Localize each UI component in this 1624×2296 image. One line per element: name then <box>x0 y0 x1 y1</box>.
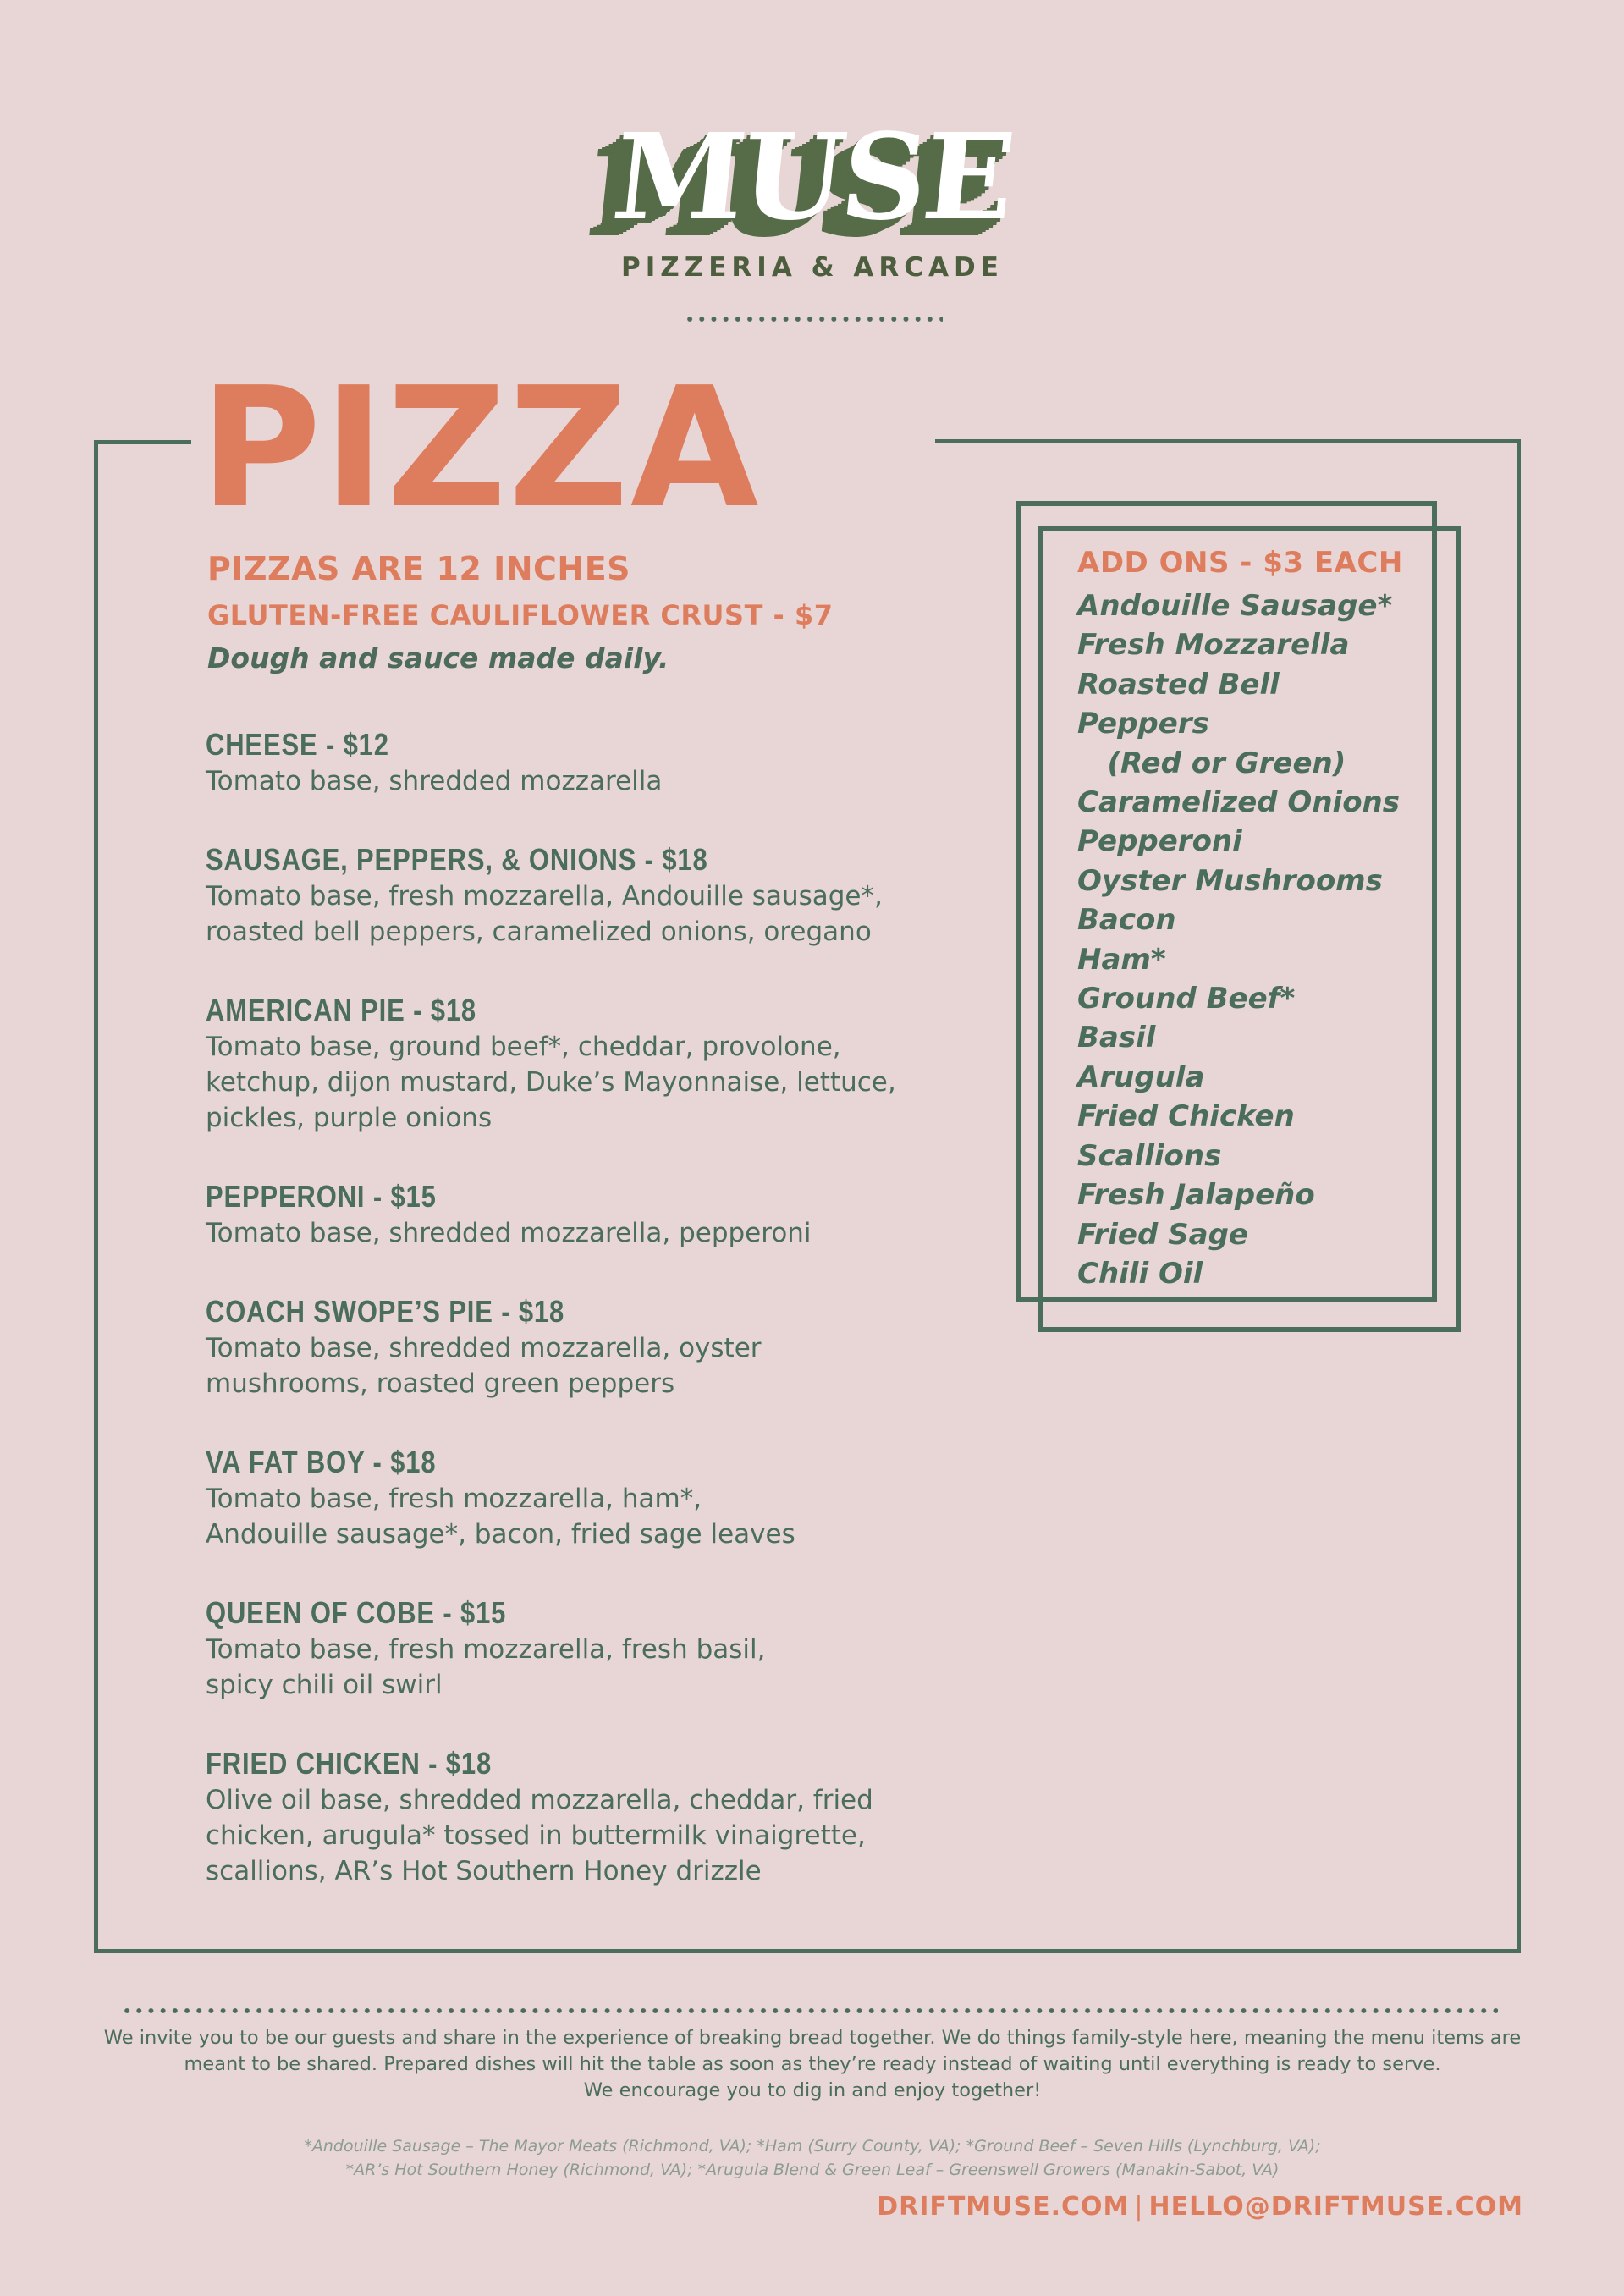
logo <box>592 102 1032 254</box>
footer-invitation-line: We encourage you to dig in and enjoy together! <box>583 2079 1042 2101</box>
frame-border-top-left <box>94 440 191 444</box>
addons-list <box>1077 586 1450 1293</box>
addon-item: Roasted Bell <box>1077 667 1280 702</box>
logo-subtitle: PIZZERIA & ARCADE <box>621 252 1004 283</box>
addon-item: Bacon <box>1077 903 1176 938</box>
menu-item-description-line: Tomato base, shredded mozzarella, oyster <box>206 1333 762 1363</box>
contact-separator: | <box>1134 2192 1144 2222</box>
addon-item: Andouille Sausage* <box>1077 589 1393 623</box>
menu-item-name: SAUSAGE, PEPPERS, & ONIONS - $18 <box>206 842 708 877</box>
menu-item-description-line: Olive oil base, shredded mozzarella, cheddar, fried <box>206 1785 873 1815</box>
contact-info <box>846 2192 1523 2222</box>
menu-item <box>206 1293 950 1401</box>
menu-item-description-line: Andouille sausage*, bacon, fried sage leaves <box>206 1519 795 1550</box>
menu-item <box>206 1178 950 1251</box>
email-link[interactable]: HELLO@DRIFTMUSE.COM <box>1148 2192 1523 2222</box>
addon-item: Fresh Mozzarella <box>1077 628 1350 663</box>
menu-item-description <box>206 1782 950 1889</box>
addon-item: Caramelized Onions <box>1077 785 1400 820</box>
menu-item-description <box>206 763 950 799</box>
addon-item: Pepperoni <box>1077 824 1242 859</box>
addon-item: Scallions <box>1077 1138 1222 1173</box>
menu-item <box>206 1745 950 1889</box>
menu-item-description-line: Tomato base, shredded mozzarella, pepperoni <box>206 1218 812 1248</box>
menu-item <box>206 1444 950 1552</box>
menu-item-description <box>206 1632 950 1703</box>
footer-invitation-line: We invite you to be our guests and share in the experience of breaking bread together. We do things family-style here, meaning the menu items are <box>103 2027 1522 2049</box>
addon-item: Fried Sage <box>1077 1217 1248 1252</box>
footer-invitation <box>85 2025 1540 2104</box>
menu-item-description <box>206 1215 950 1251</box>
ingredient-sources-line: *Andouille Sausage – The Mayor Meats (Richmond, VA); *Ham (Surry County, VA); *Ground Beef – Seven Hills (Lynchburg, VA); <box>304 2137 1321 2156</box>
addon-item: Fresh Jalapeño <box>1077 1178 1315 1213</box>
menu-item-name: FRIED CHICKEN - $18 <box>206 1746 493 1781</box>
frame-border-top-right <box>935 439 1521 443</box>
menu-item <box>206 726 950 799</box>
menu-item-description <box>206 878 950 950</box>
footer-invitation-line: meant to be shared. Prepared dishes will hit the table as soon as they’re ready instead of waiting until everything is ready to serve. <box>184 2053 1441 2075</box>
menu-item-description <box>206 1481 950 1552</box>
addon-item: Fried Chicken <box>1077 1099 1295 1134</box>
menu-item-description-line: spicy chili oil swirl <box>206 1670 443 1700</box>
menu-item-name: QUEEN OF COBE - $15 <box>206 1595 507 1630</box>
addon-item: Peppers <box>1077 707 1209 741</box>
website-link[interactable]: DRIFTMUSE.COM <box>877 2192 1130 2222</box>
menu-item-description-line: scallions, AR’s Hot Southern Honey drizzle <box>206 1856 762 1886</box>
menu-item-name: COACH SWOPE’S PIE - $18 <box>206 1294 565 1329</box>
menu-item-description-line: pickles, purple onions <box>206 1103 493 1133</box>
section-title: PIZZA <box>200 352 761 545</box>
menu-item-name: VA FAT BOY - $18 <box>206 1445 437 1479</box>
addon-item: Chili Oil <box>1077 1256 1203 1291</box>
menu-item-name: PEPPERONI - $15 <box>206 1179 437 1214</box>
addons-title: ADD ONS - $3 EACH <box>1077 546 1403 580</box>
gluten-free-crust-note: GLUTEN-FREE CAULIFLOWER CRUST - $7 <box>207 599 834 631</box>
logo-wordmark: MUSE <box>606 108 1019 247</box>
addon-item: Basil <box>1077 1021 1156 1055</box>
dough-note: Dough and sauce made daily. <box>207 641 669 674</box>
menu-item-description-line: Tomato base, ground beef*, cheddar, provolone, <box>206 1032 841 1062</box>
menu-item-description-line: mushrooms, roasted green peppers <box>206 1368 675 1399</box>
menu-item-name: CHEESE - $12 <box>206 727 389 762</box>
menu-item-description-line: ketchup, dijon mustard, Duke’s Mayonnaise, lettuce, <box>206 1067 896 1098</box>
dotted-divider-top <box>684 315 943 323</box>
menu-item-description-line: roasted bell peppers, caramelized onions, oregano <box>206 917 872 947</box>
addon-item: Ground Beef* <box>1077 982 1296 1016</box>
menu-item-name: AMERICAN PIE - $18 <box>206 993 476 1027</box>
menu-item-description <box>206 1330 950 1401</box>
ingredient-sources-line: *AR’s Hot Southern Honey (Richmond, VA); *Arugula Blend & Green Leaf – Greenswell Growers (Manakin-Sabot, VA) <box>345 2161 1280 2179</box>
frame-border-left <box>94 440 98 1953</box>
addon-item: Ham* <box>1077 942 1166 977</box>
menu-item-description-line: Tomato base, shredded mozzarella <box>206 766 663 796</box>
addon-item: Arugula <box>1077 1060 1205 1094</box>
addon-item: (Red or Green) <box>1077 746 1346 780</box>
ingredient-sources <box>85 2134 1540 2182</box>
menu-item-description-line: Tomato base, fresh mozzarella, fresh basil, <box>206 1634 766 1665</box>
menu-item <box>206 841 950 950</box>
menu-item-description-line: chicken, arugula* tossed in buttermilk vinaigrette, <box>206 1820 866 1851</box>
menu-item <box>206 1594 950 1703</box>
menu-item <box>206 992 950 1136</box>
menu-item-description <box>206 1029 950 1136</box>
frame-border-right <box>1517 439 1521 1953</box>
dotted-divider-bottom <box>121 2007 1498 2015</box>
frame-border-bottom <box>94 1949 1521 1953</box>
menu-item-description-line: Tomato base, fresh mozzarella, Andouille sausage*, <box>206 881 883 911</box>
menu-item-description-line: Tomato base, fresh mozzarella, ham*, <box>206 1484 702 1514</box>
addon-item: Oyster Mushrooms <box>1077 863 1383 898</box>
pizza-size-note: PIZZAS ARE 12 INCHES <box>207 550 631 587</box>
